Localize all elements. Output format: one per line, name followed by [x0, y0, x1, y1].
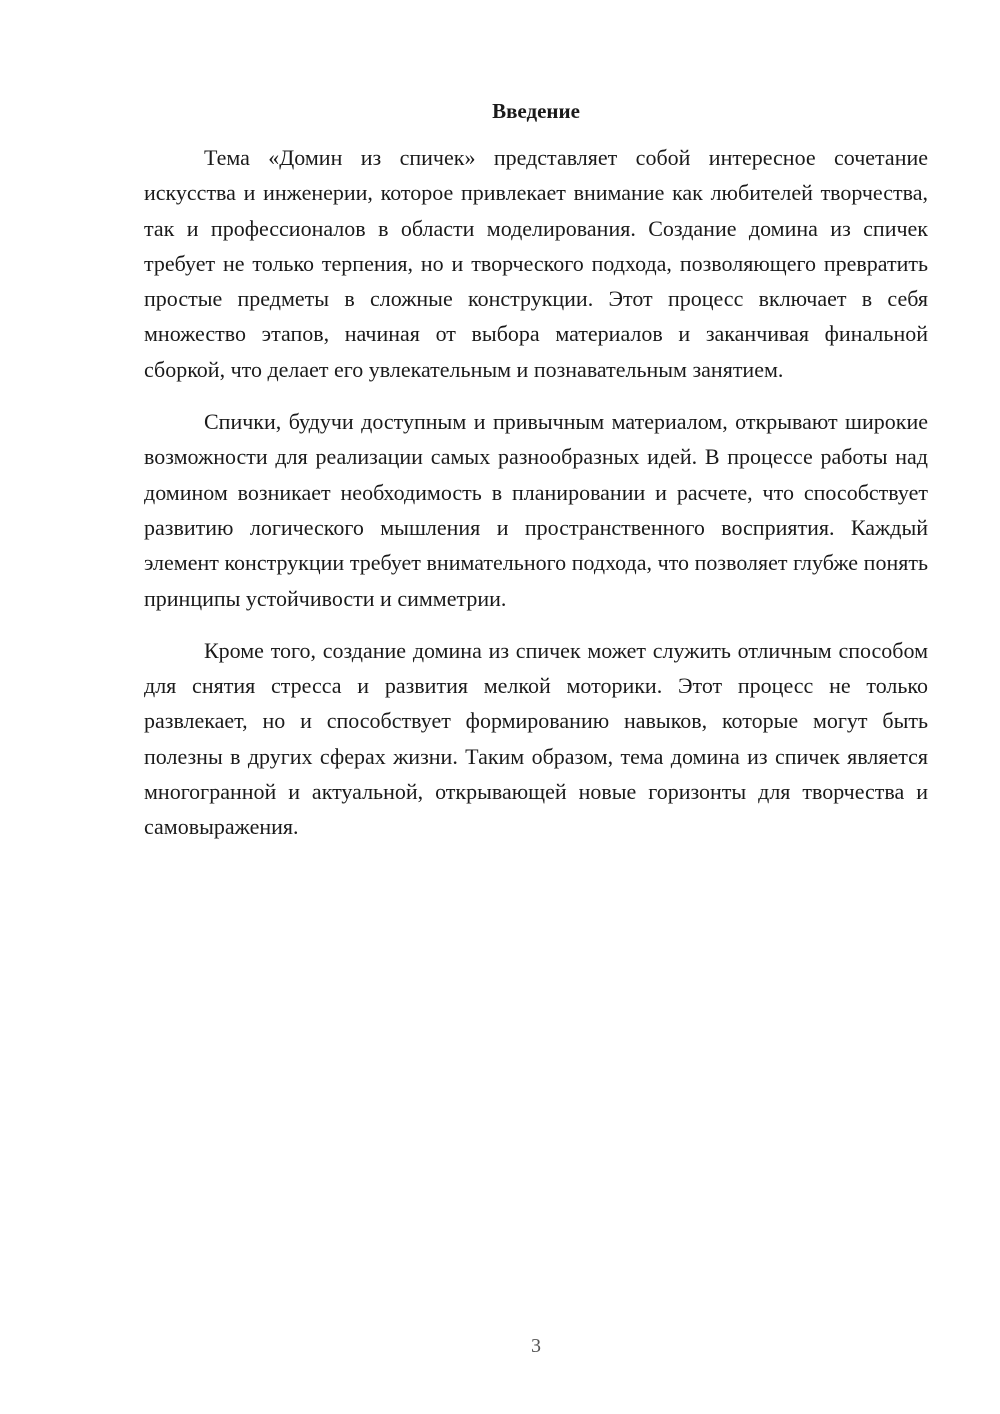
section-heading: Введение — [492, 99, 580, 123]
page-number: 3 — [531, 1335, 541, 1357]
paragraph-2: Спички, будучи доступным и привычным материалом, открывают широкие возможности для реализации самых разнообразных идей. В процессе работы над домином возникает необходимость в планировании и расчете, что способствует развитию логического мышления и пространственного восприятия. Каждый элемент конструкции требует внимательного подхода, что позволяет глубже понять принципы устойчивости и симметрии. — [144, 409, 928, 611]
paragraph-1: Тема «Домин из спичек» представляет собой интересное сочетание искусства и инженерии, которое привлекает внимание как любителей творчества, так и профессионалов в области моделирования. Создание домина из спичек требует не только терпения, но и творческого подхода, позволяющего превратить простые предметы в сложные конструкции. Этот процесс включает в себя множество этапов, начиная от выбора материалов и заканчивая финальной сборкой, что делает его увлекательным и познавательным занятием. — [144, 145, 928, 382]
page-content — [144, 96, 928, 862]
paragraph-3: Кроме того, создание домина из спичек может служить отличным способом для снятия стресса и развития мелкой моторики. Этот процесс не только развлекает, но и способствует формированию навыков, которые могут быть полезны в других сферах жизни. Таким образом, тема домина из спичек является многогранной и актуальной, открывающей новые горизонты для творчества и самовыражения. — [144, 637, 928, 840]
